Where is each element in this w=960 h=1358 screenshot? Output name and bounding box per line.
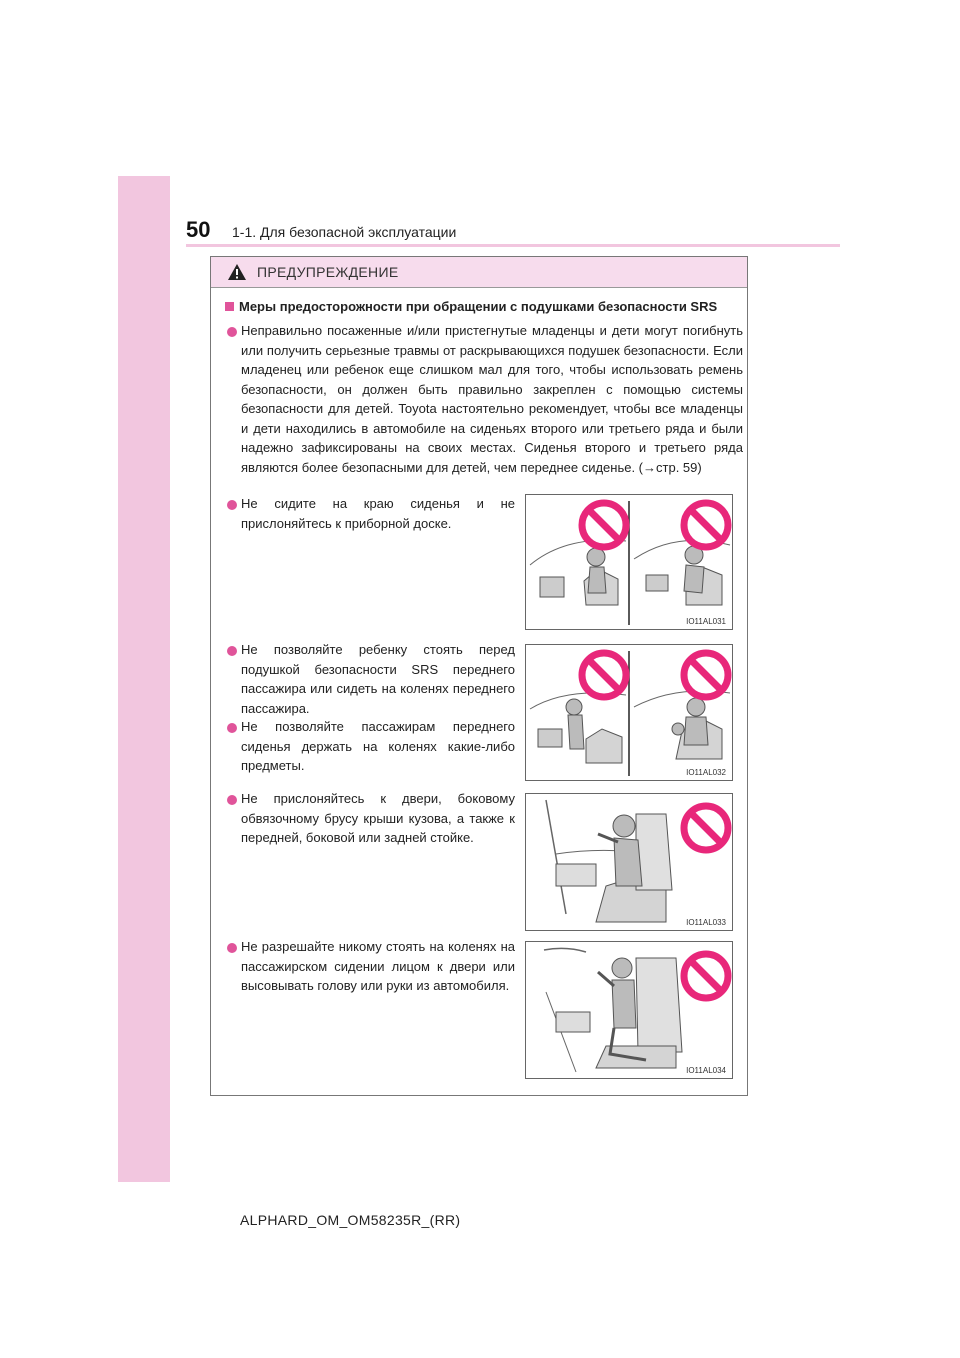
prohibition-sign-icon <box>684 653 728 697</box>
illustration-figure <box>525 793 733 931</box>
bullet-icon <box>227 943 237 953</box>
figure-code: IO11AL034 <box>686 1066 726 1075</box>
figure-code: IO11AL031 <box>686 617 726 626</box>
list-item: Не позволяйте пассажирам переднего сиденья держать на коленях какие-либо предметы. <box>241 719 515 773</box>
section-title: 1-1. Для безопасной эксплуатации <box>232 224 457 240</box>
prohibition-sign-icon <box>684 503 728 547</box>
bullet-icon <box>227 327 237 337</box>
page-number: 50 <box>186 217 211 242</box>
intro-paragraph: Неправильно посаженные и/или пристегнутые младенцы и дети могут погибнуть или получить серьезные травмы от раскрывающихся подушек безопасности. Если младенец или ребенок еще слишком мал для того, чтобы использовать ремень безопасности, он должен быть правильно закреплен с помощью системы безопасности для детей. Toyota настоятельно рекомендует, чтобы все младенцы и дети находились в автомобиле на сиденьях второго или третьего ряда и были надежно зафиксированы на своих местах. Сиденья второго и третьего ряда являются более безопасными для детей, чем переднее сиденье. (→стр. 59) <box>241 323 743 475</box>
bullet-icon <box>227 500 237 510</box>
document-id: ALPHARD_OM_OM58235R_(RR) <box>240 1212 461 1228</box>
warning-title: ПРЕДУПРЕЖДЕНИЕ <box>257 264 399 280</box>
bullet-icon <box>227 795 237 805</box>
list-item: Не разрешайте никому стоять на коленях на пассажирском сидении лицом к двери или высовывать голову или руки из автомобиля. <box>241 939 515 993</box>
prohibition-sign-icon <box>684 806 728 850</box>
warning-box <box>210 256 748 1096</box>
square-bullet-icon <box>225 302 234 311</box>
list-item: Не позволяйте ребенку стоять перед подушкой безопасности SRS переднего пассажира или сидеть на коленях переднего пассажира. <box>241 642 515 716</box>
list-item: Не сидите на краю сиденья и не прислоняйтесь к приборной доске. <box>241 496 515 531</box>
figure-code: IO11AL032 <box>686 768 726 777</box>
side-tab-strip <box>118 176 170 1182</box>
prohibition-sign-icon <box>582 503 626 547</box>
list-item: Не прислоняйтесь к двери, боковому обвязочному брусу крыши кузова, а также к передней, боковой или задней стойке. <box>241 791 515 845</box>
prohibition-sign-icon <box>684 954 728 998</box>
warning-subheading: Меры предосторожности при обращении с подушками безопасности SRS <box>225 299 717 314</box>
illustration-figure <box>525 941 733 1079</box>
bullet-icon <box>227 723 237 733</box>
illustration-figure <box>525 494 733 630</box>
bullet-icon <box>227 646 237 656</box>
header-rule <box>186 244 840 247</box>
warning-triangle-icon <box>227 263 247 281</box>
prohibition-sign-icon <box>582 653 626 697</box>
figure-code: IO11AL033 <box>686 918 726 927</box>
warning-header <box>211 257 747 288</box>
illustration-figure <box>525 644 733 781</box>
